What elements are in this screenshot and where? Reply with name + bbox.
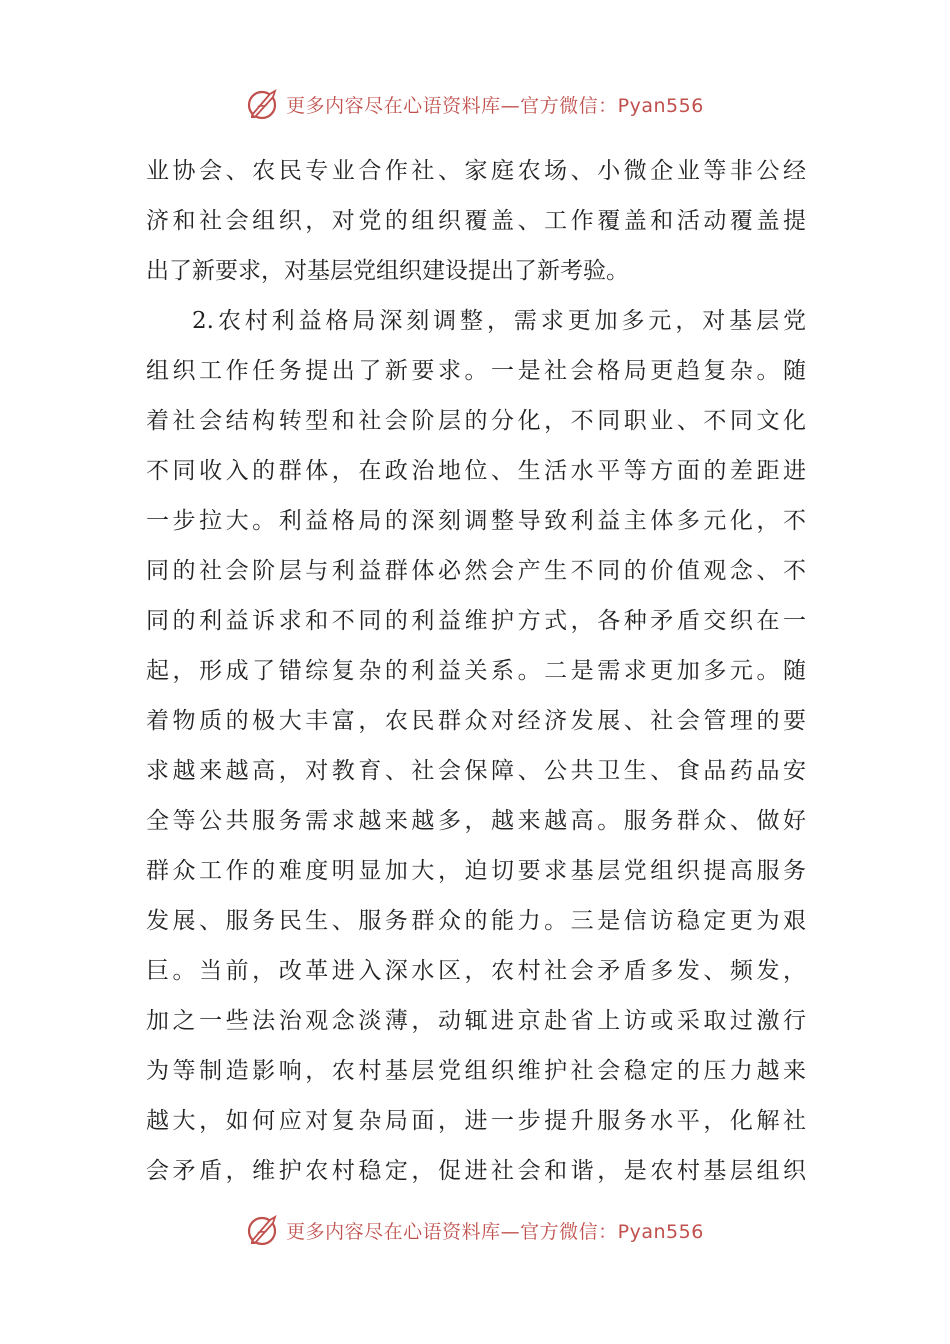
pen-logo-icon bbox=[246, 1213, 280, 1247]
text-line: 起，形成了错综复杂的利益关系。二是需求更加多元。随 bbox=[146, 658, 806, 684]
text-line: 出了新要求，对基层党组织建设提出了新考验。 bbox=[146, 258, 629, 284]
text-line: 加之一些法治观念淡薄，动辄进京赴省上访或采取过激行 bbox=[146, 1008, 806, 1034]
text-line: 着物质的极大丰富，农民群众对经济发展、社会管理的要 bbox=[146, 708, 806, 734]
footer-banner bbox=[0, 1210, 950, 1250]
header-banner bbox=[0, 84, 950, 124]
text-line: 业协会、农民专业合作社、家庭农场、小微企业等非公经 bbox=[146, 158, 806, 184]
text-line: 越大，如何应对复杂局面，进一步提升服务水平，化解社 bbox=[146, 1108, 806, 1134]
footer-banner-text: 更多内容尽在心语资料库—官方微信：Pyan556 bbox=[286, 1220, 704, 1243]
text-line: 济和社会组织，对党的组织覆盖、工作覆盖和活动覆盖提 bbox=[146, 208, 806, 234]
text-line: 全等公共服务需求越来越多，越来越高。服务群众、做好 bbox=[146, 808, 806, 834]
document-body bbox=[146, 146, 806, 1196]
text-line: 着社会结构转型和社会阶层的分化，不同职业、不同文化 bbox=[146, 408, 806, 434]
text-line: 为等制造影响，农村基层党组织维护社会稳定的压力越来 bbox=[146, 1058, 806, 1084]
text-line: 同的利益诉求和不同的利益维护方式，各种矛盾交织在一 bbox=[146, 608, 806, 634]
header-banner-text: 更多内容尽在心语资料库—官方微信：Pyan556 bbox=[286, 94, 704, 117]
text-line: 会矛盾，维护农村稳定，促进社会和谐，是农村基层组织 bbox=[146, 1158, 806, 1184]
text-line: 巨。当前，改革进入深水区，农村社会矛盾多发、频发， bbox=[146, 958, 806, 984]
text-line: 一步拉大。利益格局的深刻调整导致利益主体多元化，不 bbox=[146, 508, 806, 534]
text-line: 求越来越高，对教育、社会保障、公共卫生、食品药品安 bbox=[146, 758, 806, 784]
text-line: 发展、服务民生、服务群众的能力。三是信访稳定更为艰 bbox=[146, 908, 806, 934]
text-line: 同的社会阶层与利益群体必然会产生不同的价值观念、不 bbox=[146, 558, 806, 584]
text-line: 不同收入的群体，在政治地位、生活水平等方面的差距进 bbox=[146, 458, 806, 484]
text-line: 组织工作任务提出了新要求。一是社会格局更趋复杂。随 bbox=[146, 358, 806, 384]
pen-logo-icon bbox=[246, 87, 280, 121]
text-line: 群众工作的难度明显加大，迫切要求基层党组织提高服务 bbox=[146, 858, 806, 884]
paragraph-heading-line: 2.农村利益格局深刻调整，需求更加多元，对基层党 bbox=[192, 308, 806, 334]
